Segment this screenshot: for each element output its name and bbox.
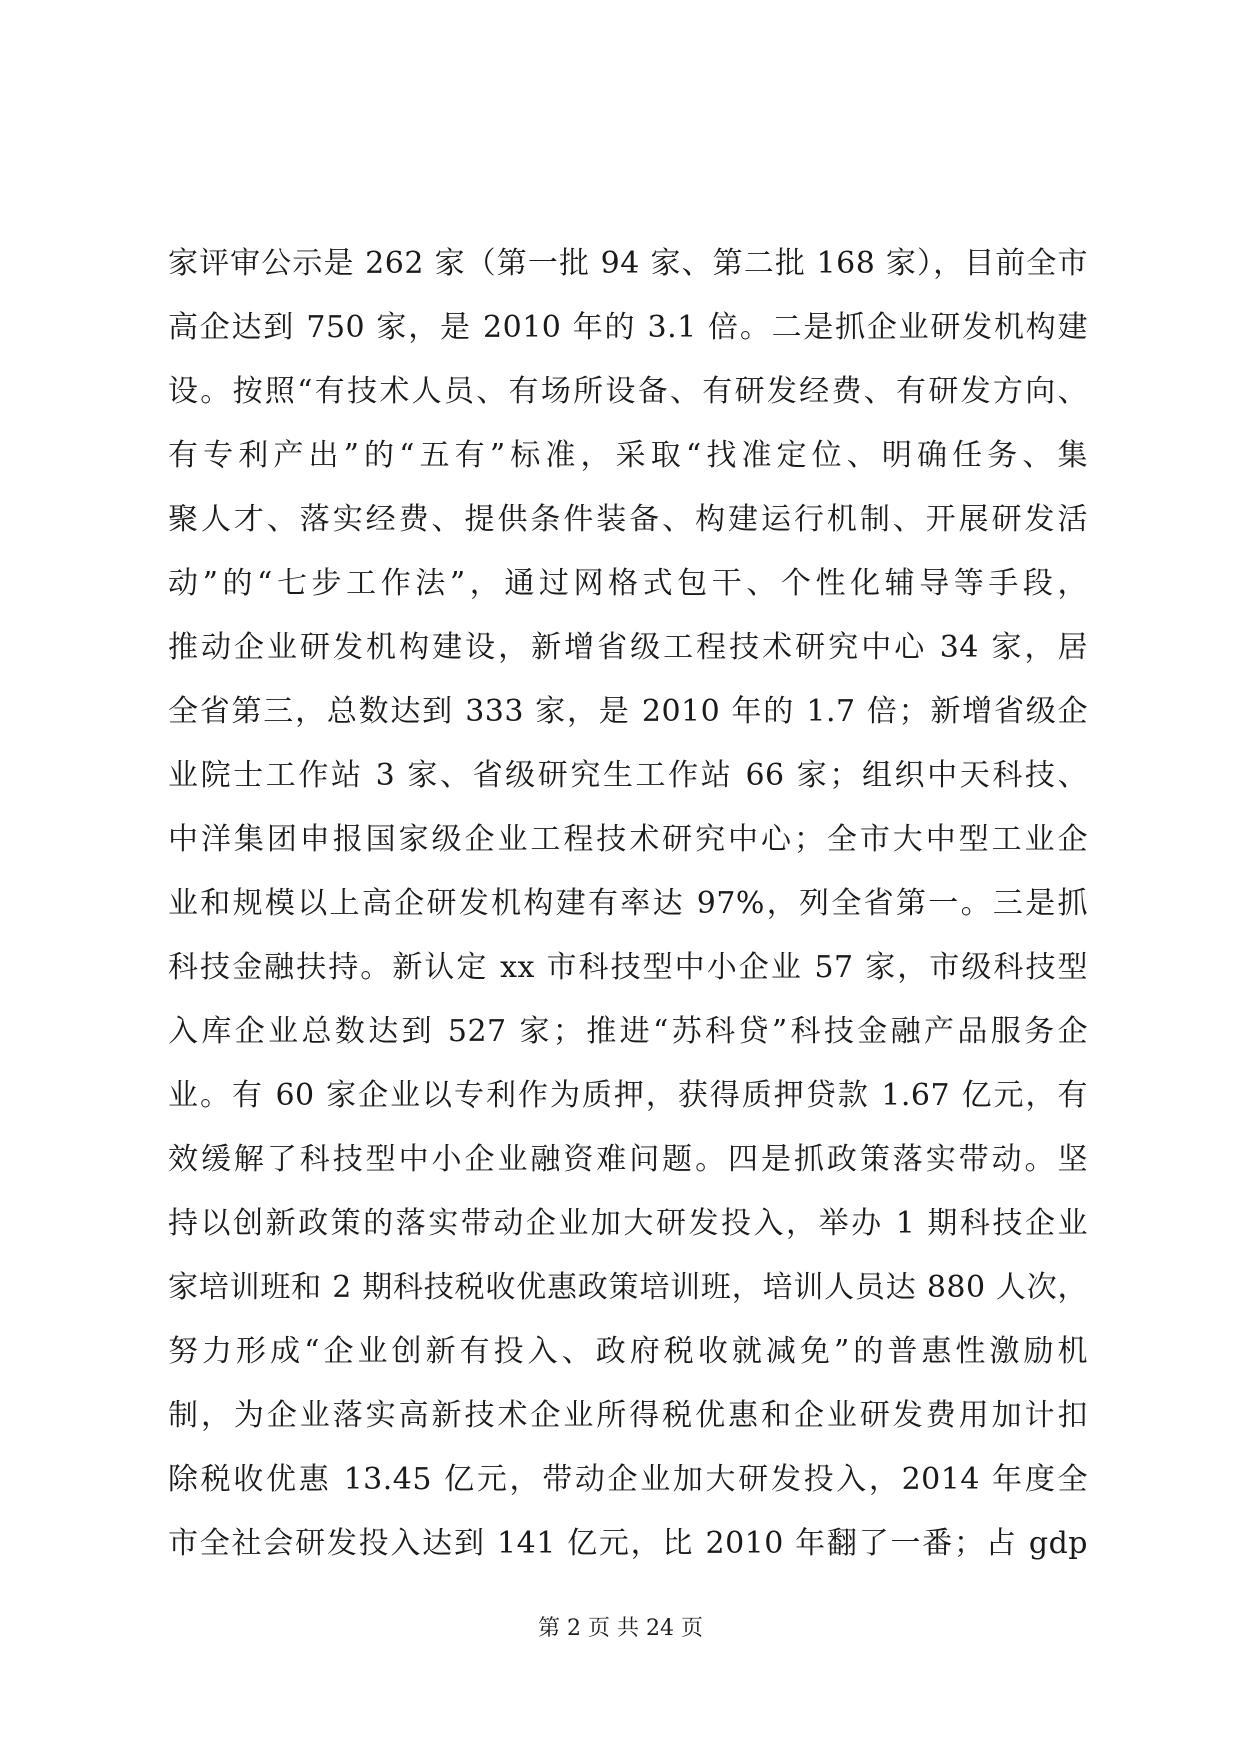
text-line: 全省第三，总数达到 333 家，是 2010 年的 1.7 倍；新增省级企 [168,694,1088,729]
text-line: 除税收优惠 13.45 亿元，带动企业加大研发投入，2014 年度全 [168,1462,1088,1497]
text-line: 业和规模以上高企研发机构建有率达 97%，列全省第一。三是抓 [168,886,1088,921]
text-line: 有专利产出”的“五有”标准，采取“找准定位、明确任务、集 [168,438,1088,473]
text-line: 聚人才、落实经费、提供条件装备、构建运行机制、开展研发活 [168,502,1088,537]
text-line: 努力形成“企业创新有投入、政府税收就减免”的普惠性激励机 [168,1334,1088,1369]
text-line: 制，为企业落实高新技术企业所得税优惠和企业研发费用加计扣 [168,1398,1088,1433]
text-line: 推动企业研发机构建设，新增省级工程技术研究中心 34 家，居 [168,630,1088,665]
page-footer: 第 2 页 共 24 页 [538,1616,703,1641]
text-line: 动”的“七步工作法”，通过网格式包干、个性化辅导等手段， [168,566,1088,601]
text-line: 业。有 60 家企业以专利作为质押，获得质押贷款 1.67 亿元，有 [168,1078,1088,1113]
text-line: 入库企业总数达到 527 家；推进“苏科贷”科技金融产品服务企 [168,1014,1088,1049]
text-line: 市全社会研发投入达到 141 亿元，比 2010 年翻了一番；占 gdp [168,1526,1088,1561]
text-line: 设。按照“有技术人员、有场所设备、有研发经费、有研发方向、 [168,374,1088,409]
text-line: 业院士工作站 3 家、省级研究生工作站 66 家；组织中天科技、 [168,758,1088,793]
body-text [168,232,1088,1576]
text-line: 持以创新政策的落实带动企业加大研发投入，举办 1 期科技企业 [168,1206,1088,1241]
text-line: 中洋集团申报国家级企业工程技术研究中心；全市大中型工业企 [168,822,1088,857]
text-line: 科技金融扶持。新认定 xx 市科技型中小企业 57 家，市级科技型 [168,950,1088,985]
text-line: 高企达到 750 家，是 2010 年的 3.1 倍。二是抓企业研发机构建 [168,310,1088,345]
text-line: 家评审公示是 262 家（第一批 94 家、第二批 168 家），目前全市 [168,246,1088,281]
text-line: 效缓解了科技型中小企业融资难问题。四是抓政策落实带动。坚 [168,1142,1088,1177]
text-line: 家培训班和 2 期科技税收优惠政策培训班，培训人员达 880 人次， [168,1270,1088,1305]
